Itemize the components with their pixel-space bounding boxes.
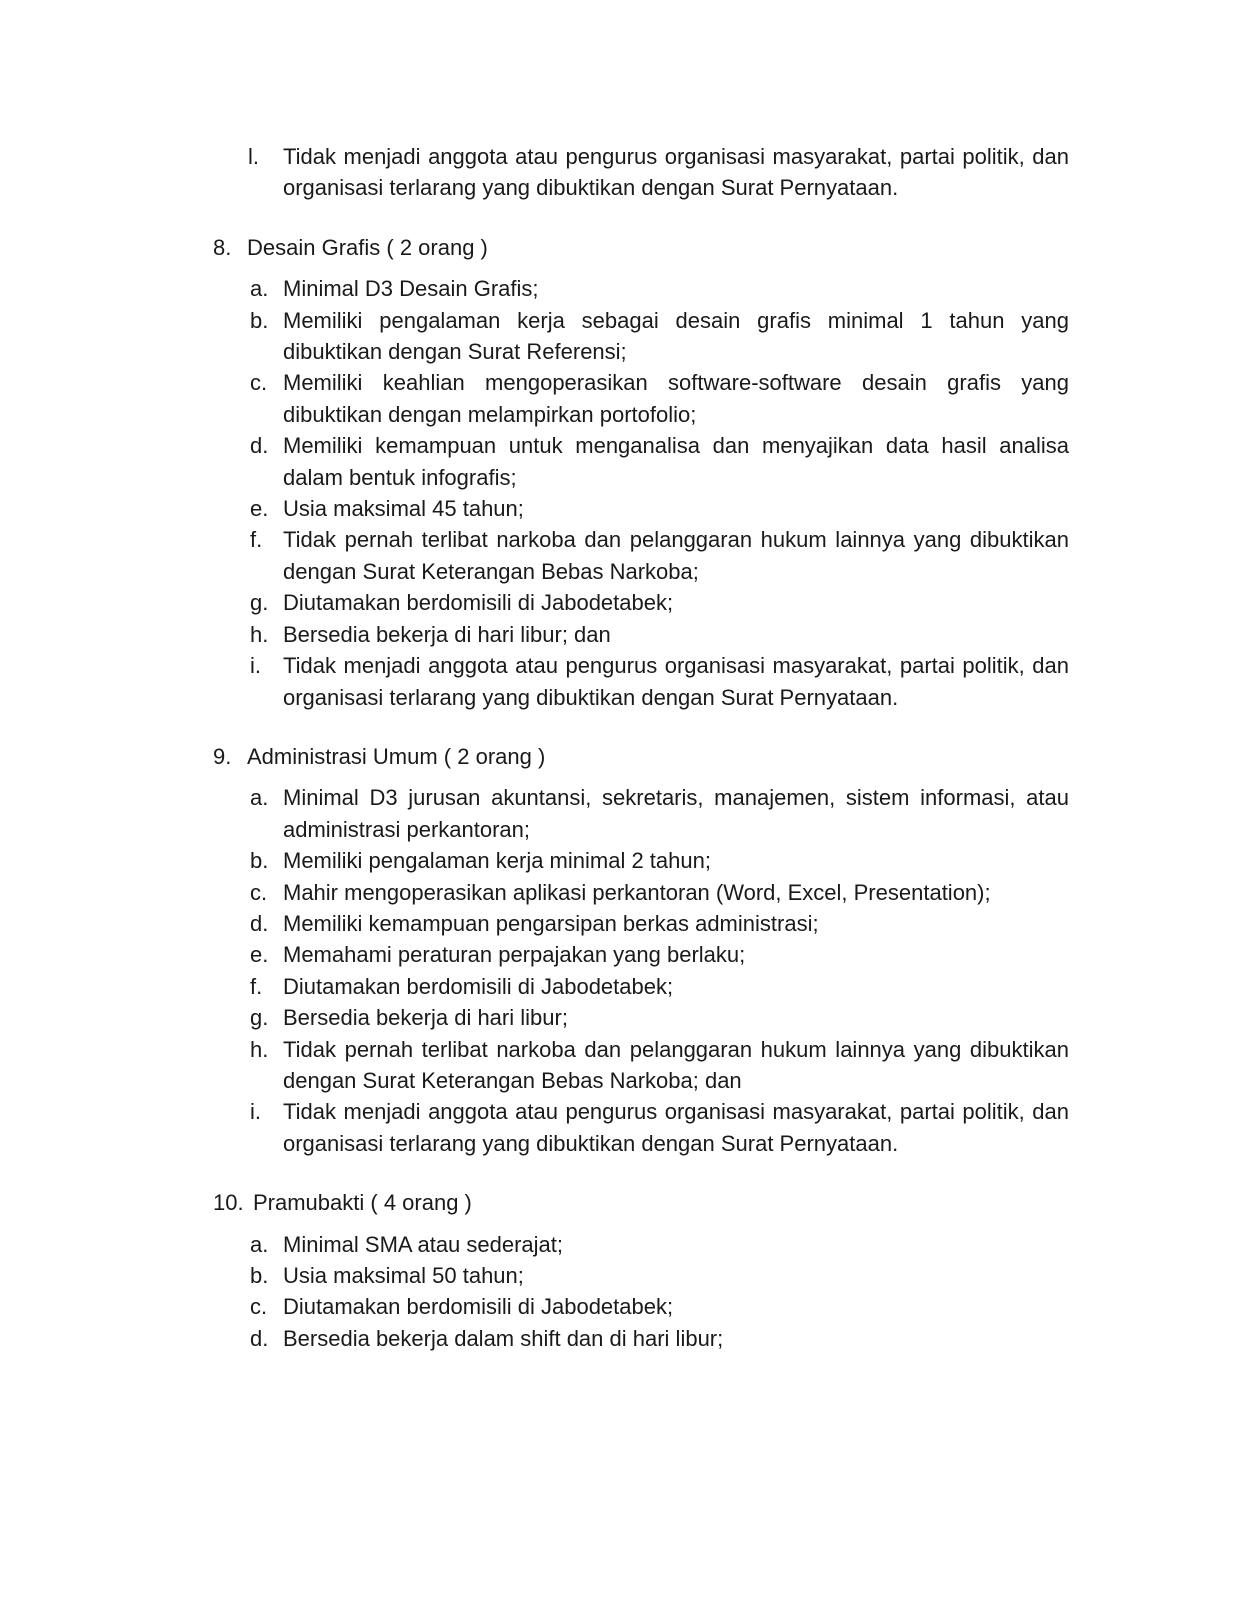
list-item — [250, 939, 1069, 970]
list-item — [250, 845, 1069, 876]
list-marker: b. — [250, 307, 269, 333]
list-item-text: Usia maksimal 45 tahun; — [283, 496, 524, 522]
list-marker: d. — [250, 433, 269, 459]
list-item — [250, 305, 1069, 368]
section-number: 10. — [213, 1190, 244, 1216]
section — [0, 1187, 1237, 1354]
document-page — [0, 141, 1237, 1354]
section — [0, 741, 1237, 1159]
list-item-text: Tidak pernah terlibat narkoba dan pelanggaran hukum lainnya yang dibuktikan dengan Surat Keterangan Bebas Narkoba; dan — [283, 1036, 1069, 1093]
list-marker: b. — [250, 848, 269, 874]
list-item-text: Bersedia bekerja di hari libur; — [283, 1005, 568, 1031]
section — [0, 232, 1237, 713]
list-item-text: Usia maksimal 50 tahun; — [283, 1263, 524, 1288]
list-item — [250, 1002, 1069, 1033]
list-marker: h. — [250, 1036, 269, 1062]
list-item-text: Mahir mengoperasikan aplikasi perkantoran (Word, Excel, Presentation); — [283, 879, 991, 905]
list-item — [250, 367, 1069, 430]
list-item-text: Tidak menjadi anggota atau pengurus organisasi masyarakat, partai politik, dan organisasi terlarang yang dibuktikan dengan Surat Pernyataan. — [283, 1099, 1069, 1156]
list-item — [250, 1034, 1069, 1097]
list-marker: i. — [250, 1099, 261, 1125]
list-item — [250, 524, 1069, 587]
section-number: 8. — [213, 234, 232, 260]
list-item — [250, 908, 1069, 939]
section-heading — [213, 741, 1237, 772]
list-marker: e. — [250, 942, 269, 968]
list-item — [250, 1229, 1069, 1260]
list-item-text: Tidak menjadi anggota atau pengurus organisasi masyarakat, partai politik, dan organisasi terlarang yang dibuktikan dengan Surat Pernyataan. — [283, 144, 1069, 201]
list-item — [250, 587, 1069, 618]
list-item — [250, 650, 1069, 713]
list-marker: f. — [250, 527, 263, 553]
section-title: Desain Grafis ( 2 orang ) — [247, 234, 488, 260]
section-heading — [213, 1187, 1237, 1218]
list-item — [250, 782, 1069, 845]
list-item-text: Minimal D3 jurusan akuntansi, sekretaris, manajemen, sistem informasi, atau administrasi perkantoran; — [283, 785, 1069, 842]
list-marker: b. — [250, 1263, 269, 1288]
list-item-text: Tidak pernah terlibat narkoba dan pelanggaran hukum lainnya yang dibuktikan dengan Surat Keterangan Bebas Narkoba; — [283, 527, 1069, 584]
list-marker: a. — [250, 1231, 269, 1257]
list-item-text: Memahami peraturan perpajakan yang berlaku; — [283, 942, 746, 968]
list-marker: c. — [250, 370, 268, 396]
list-item — [250, 1323, 1069, 1354]
list-item-text: Bersedia bekerja di hari libur; dan — [283, 621, 611, 647]
list-item-text: Diutamakan berdomisili di Jabodetabek; — [283, 973, 674, 999]
list-item — [250, 1291, 1069, 1322]
list-item — [250, 877, 1069, 908]
list-item-text: Memiliki pengalaman kerja minimal 2 tahun; — [283, 848, 711, 874]
list-item — [250, 971, 1069, 1002]
list-item-text: Memiliki kemampuan pengarsipan berkas administrasi; — [283, 910, 819, 936]
list-marker: a. — [250, 785, 269, 811]
list-item-text: Bersedia bekerja dalam shift dan di hari libur; — [283, 1325, 724, 1351]
list-marker: a. — [250, 276, 269, 302]
section-title: Administrasi Umum ( 2 orang ) — [247, 743, 546, 769]
list-item-text: Minimal SMA atau sederajat; — [283, 1231, 564, 1257]
list-item — [250, 1096, 1069, 1159]
list-item — [250, 430, 1069, 493]
section-heading — [213, 232, 1237, 263]
list-marker: d. — [250, 910, 269, 936]
list-item — [250, 493, 1069, 524]
list-marker: g. — [250, 590, 269, 616]
list-item-text: Memiliki keahlian mengoperasikan software-software desain grafis yang dibuktikan dengan melampirkan portofolio; — [283, 370, 1069, 427]
list-marker: d. — [250, 1325, 269, 1351]
list-marker: f. — [250, 973, 263, 999]
list-marker: c. — [250, 1294, 268, 1320]
list-marker: c. — [250, 879, 268, 905]
section-title: Pramubakti ( 4 orang ) — [253, 1190, 472, 1216]
list-item — [250, 619, 1069, 650]
list-item — [250, 1260, 1069, 1291]
list-item-text: Tidak menjadi anggota atau pengurus organisasi masyarakat, partai politik, dan organisasi terlarang yang dibuktikan dengan Surat Pernyataan. — [283, 653, 1069, 710]
list-item-text: Diutamakan berdomisili di Jabodetabek; — [283, 590, 674, 616]
section-number: 9. — [213, 743, 232, 769]
list-item-text: Minimal D3 Desain Grafis; — [283, 276, 539, 302]
list-item-text: Memiliki kemampuan untuk menganalisa dan menyajikan data hasil analisa dalam bentuk infografis; — [283, 433, 1069, 490]
list-marker: h. — [250, 621, 269, 647]
list-marker: g. — [250, 1005, 269, 1031]
list-item-text: Memiliki pengalaman kerja sebagai desain grafis minimal 1 tahun yang dibuktikan dengan Surat Referensi; — [283, 307, 1069, 365]
list-item-text: Diutamakan berdomisili di Jabodetabek; — [283, 1294, 674, 1320]
list-marker: e. — [250, 496, 269, 522]
list-marker: l. — [248, 144, 259, 169]
list-marker: i. — [250, 653, 261, 679]
list-item — [248, 141, 1069, 204]
list-item — [250, 273, 1069, 304]
